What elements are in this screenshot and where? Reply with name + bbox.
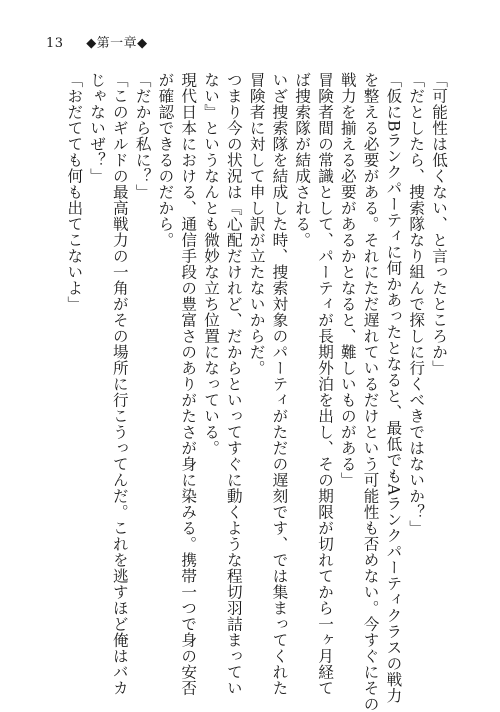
text-line: 現代日本における、通信手段の豊富さのありがたさが身に染みる。携帯一つで身の安否: [179, 72, 198, 696]
text-line: 「仮にBランクパーティに何かあったとなると、最低でもAランクパーティクラスの戦力: [384, 72, 403, 704]
text-line: 戦力を揃える必要があるかとなると、難しいものがある」: [338, 72, 357, 488]
text-line: 「このギルドの最高戦力の一角がその場所に行こうってんだ。これを逃すほど俺はバカ: [110, 72, 129, 696]
text-line: いざ捜索隊を結成した時、捜索対象のパーティがただの遅刻です、では集まってくれた: [270, 72, 289, 696]
text-line: じゃないぜ？」: [88, 72, 107, 184]
text-line: 冒険者に対して申し訳が立たないからだ。: [247, 72, 266, 376]
page-number: 13: [46, 36, 64, 51]
text-line: 「おだてても何も出てこないよ」: [65, 72, 84, 312]
chapter-title: ◆第一章◆: [86, 36, 148, 51]
text-line: 「だから私に？」: [133, 72, 152, 200]
text-line: ば捜索隊が結成される。: [293, 72, 312, 248]
text-line: を整える必要がある。それにただ遅れているだけという可能性も否めない。今すぐにその: [361, 72, 380, 712]
text-line: つまり今の状況は『心配だけれど、だからといってすぐに動くような程切羽詰まってい: [224, 72, 243, 696]
text-line: 「だとしたら、捜索隊なり組んで探しに行くべきではないか？」: [407, 72, 426, 536]
text-line: が確認できるのだから。: [156, 72, 175, 248]
text-line: ない』というなんとも微妙な立ち位置になっている。: [202, 72, 221, 456]
text-line: 「可能性は低くない、と言ったところか」: [430, 72, 448, 376]
body-text: [40, 72, 450, 712]
text-line: 冒険者間の常識として、パーティが長期外泊を出し、その期限が切れてから一ヶ月経て: [316, 72, 335, 696]
page-header: [46, 32, 148, 51]
